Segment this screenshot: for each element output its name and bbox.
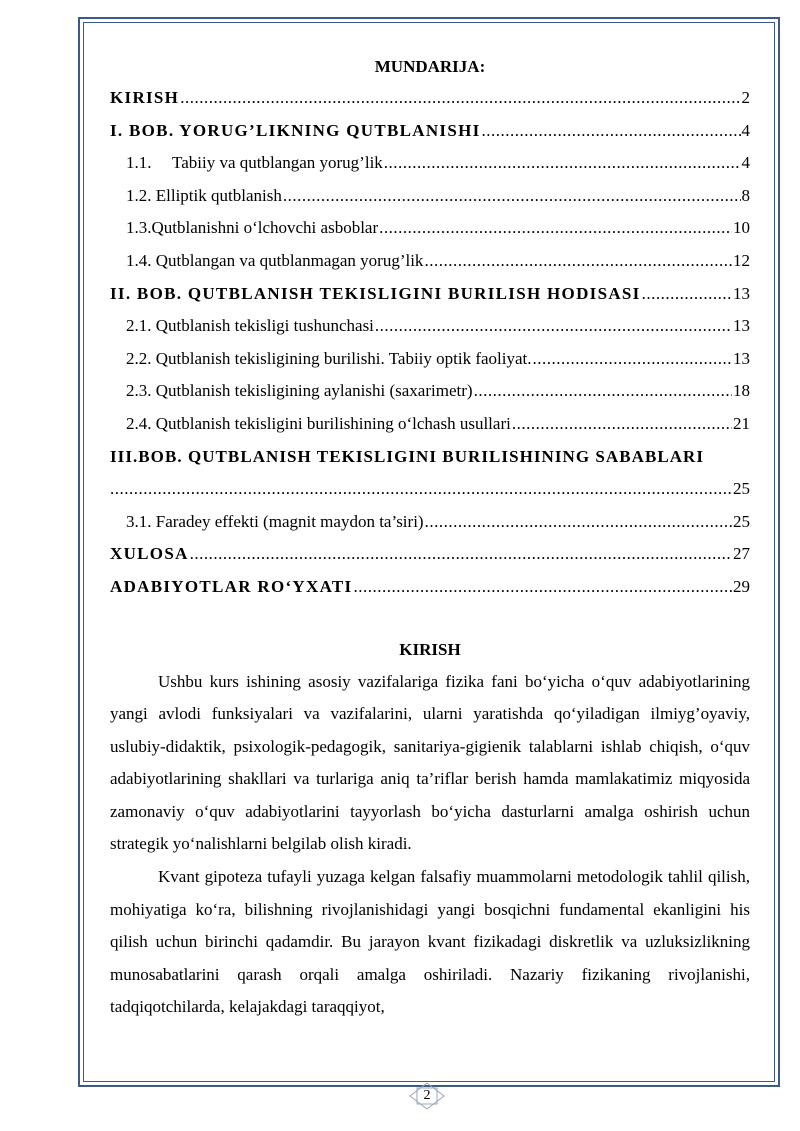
toc-title: MUNDARIJA: bbox=[374, 57, 486, 76]
page-number-badge bbox=[408, 1082, 446, 1110]
toc-entry[interactable]: I. BOB. YORUG’LIKNING QUTBLANISHI ..... 4 bbox=[110, 115, 750, 148]
toc-entry[interactable]: KIRISH ..... 2 bbox=[110, 82, 750, 115]
body-paragraph: Kvant gipoteza tufayli yuzaga kelgan falsafiy muammolarni metodologik tahlil qilish, mohiyatiga ko‘ra, bilishning rivojlanishidagi yangi bosqichni fundamental ekanligini his qilish uchun birinchi qadamdir. Bu jarayon kvant fizikadagi diskretlik va uzluksizlikning munosabatlarini qarash orqali amalga oshiriladi. Nazariy fizikaning rivojlanishi, tadqiqotchilarda, kelajakdagi taraqqiyot, bbox=[110, 867, 750, 1017]
body-paragraph: Ushbu kurs ishining asosiy vazifalariga fizika fani bo‘yicha o‘quv adabiyotlarining yangi avlodi funksiyalari va vazifalarini, ularni yaratishda qo‘yiladigan ilmiyg’oyaviy, uslubiy-didaktik, psixologik-pedagogik, sanitariya-gigienik talablarni ishlab chiqish, o‘quv adabiyotlarining shakllari va turlariga aniq ta’riflar berish hamda mamlakatimiz miqyosida zamonaviy o‘quv adabiyotlarini tayyorlash bo‘yicha dasturlarni amalga oshirish uchun strategik yo‘nalishlarni belgilab olish kiradi. bbox=[110, 671, 750, 854]
toc-entry-continuation[interactable]: ..... 25 bbox=[110, 473, 750, 506]
toc-entry[interactable]: 2.2. Qutblanish tekisligining burilishi. Tabiiy optik faoliyat. ..... 13 bbox=[110, 343, 750, 376]
page-number: 2 bbox=[423, 1088, 431, 1103]
toc-entry[interactable]: 1.4. Qutblangan va qutblanmagan yorug’lik ..... 12 bbox=[110, 245, 750, 278]
page-content bbox=[110, 52, 750, 1024]
toc-entry[interactable]: 2.4. Qutblanish tekisligini burilishining o‘lchash usullari ..... 21 bbox=[110, 408, 750, 441]
toc-entry[interactable]: 2.1. Qutblanish tekisligi tushunchasi ..... 13 bbox=[110, 310, 750, 343]
toc-entry[interactable]: ADABIYOTLAR RO‘YXATI ..... 29 bbox=[110, 571, 750, 604]
toc-entry[interactable]: III.BOB. QUTBLANISH TEKISLIGINI BURILISHINING SABABLARI bbox=[110, 446, 705, 466]
toc-entry[interactable]: XULOSA ..... 27 bbox=[110, 538, 750, 571]
toc-entry[interactable]: 1.3.Qutblanishni o‘lchovchi asboblar ..... 10 bbox=[110, 212, 750, 245]
toc-entry[interactable]: 1.1. Tabiiy va qutblangan yorug’lik ..... 4 bbox=[110, 147, 750, 180]
toc-entry[interactable]: 3.1. Faradey effekti (magnit maydon ta’siri) ..... 25 bbox=[110, 506, 750, 539]
toc-entry[interactable]: 1.2. Elliptik qutblanish ..... 8 bbox=[110, 180, 750, 213]
toc-entry[interactable]: II. BOB. QUTBLANISH TEKISLIGINI BURILISH HODISASI ..... 13 bbox=[110, 278, 750, 311]
section-heading: KIRISH bbox=[399, 639, 461, 659]
toc-entry[interactable]: 2.3. Qutblanish tekisligining aylanishi (saxarimetr) ..... 18 bbox=[110, 375, 750, 408]
